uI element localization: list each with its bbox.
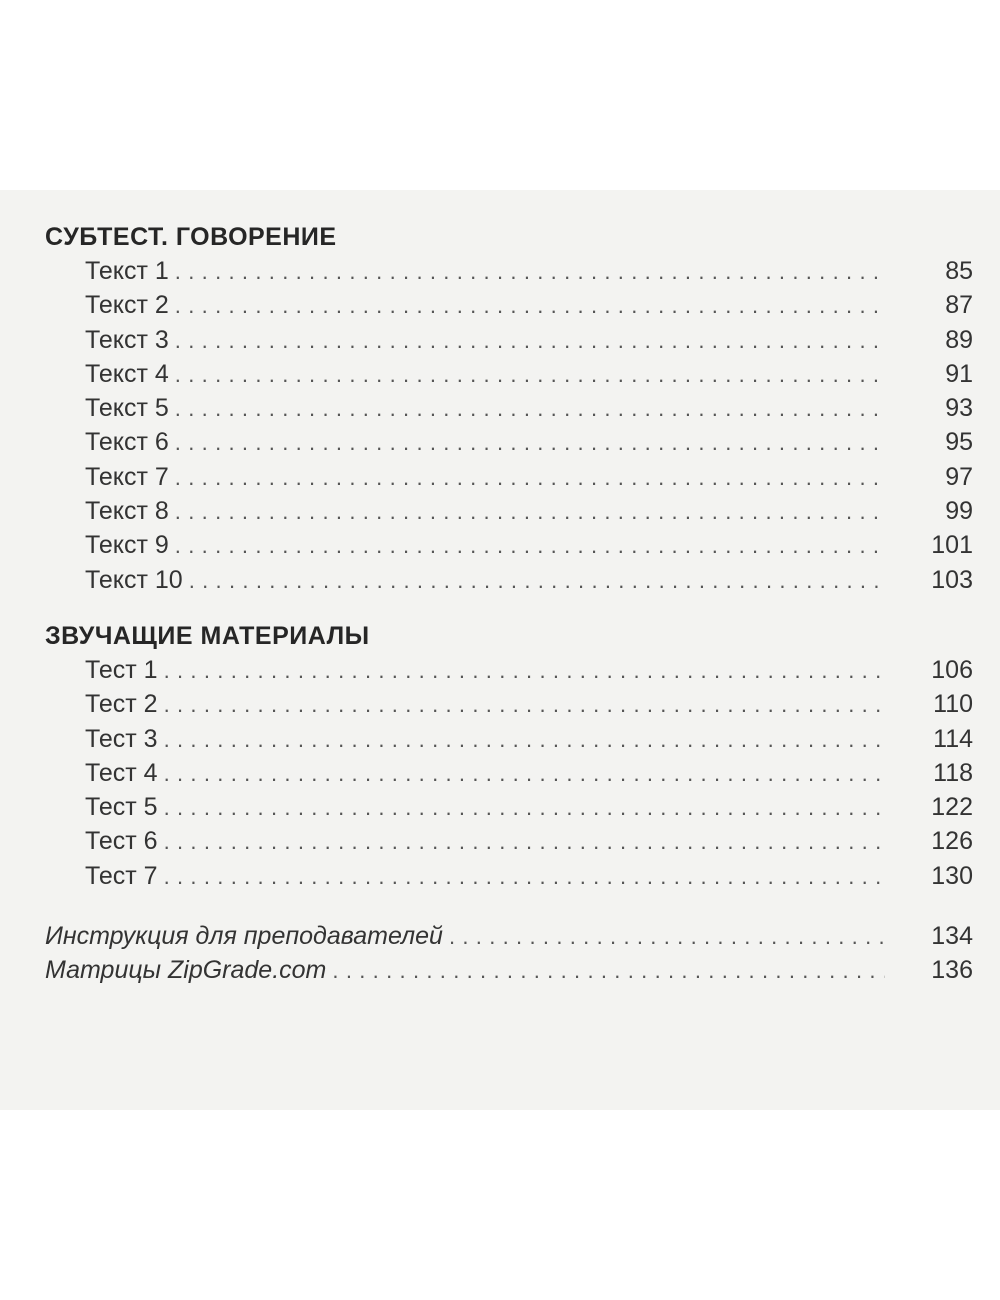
toc-entry[interactable]	[45, 824, 975, 858]
dot-leader	[175, 461, 885, 495]
dot-leader	[164, 723, 885, 757]
dot-leader	[175, 289, 885, 323]
dot-leader	[175, 324, 885, 358]
toc-entry[interactable]	[45, 528, 975, 562]
page-number: 93	[945, 394, 973, 423]
page-number: 126	[931, 827, 973, 856]
entry-label: Текст 7	[85, 462, 169, 491]
dot-leader	[164, 757, 885, 791]
dot-leader	[189, 564, 885, 598]
toc-entry[interactable]	[45, 357, 975, 391]
entry-label: Текст 6	[85, 428, 169, 457]
entry-label: Тест 4	[85, 758, 158, 787]
entry-label: Текст 9	[85, 531, 169, 560]
book-page	[0, 190, 1000, 1110]
toc-entry[interactable]	[45, 425, 975, 459]
dot-leader	[175, 426, 885, 460]
toc-entry[interactable]	[45, 391, 975, 425]
toc-entry-teacher-instructions[interactable]	[45, 919, 975, 953]
page-number: 106	[931, 655, 973, 684]
dot-leader	[175, 529, 885, 563]
dot-leader	[175, 255, 885, 289]
page-number: 130	[931, 861, 973, 890]
page-number: 134	[931, 922, 973, 951]
toc-entry-zipgrade-matrices[interactable]	[45, 953, 975, 987]
toc-entry[interactable]	[45, 653, 975, 687]
section-title-audio-materials: ЗВУЧАЩИЕ МАТЕРИАЛЫ	[45, 621, 370, 650]
page-number: 91	[945, 359, 973, 388]
page-number: 95	[945, 428, 973, 457]
page-number: 136	[931, 956, 973, 985]
toc-entry[interactable]	[45, 687, 975, 721]
entry-label: Текст 10	[85, 565, 183, 594]
entry-label: Текст 8	[85, 497, 169, 526]
entry-label: Тест 1	[85, 655, 158, 684]
toc-entry[interactable]	[45, 494, 975, 528]
entry-label: Тест 2	[85, 690, 158, 719]
dot-leader	[175, 358, 885, 392]
page-number: 114	[933, 724, 973, 753]
dot-leader	[332, 954, 885, 988]
entry-label: Текст 3	[85, 325, 169, 354]
page-number: 103	[931, 565, 973, 594]
page-number: 89	[945, 325, 973, 354]
page-number: 85	[945, 257, 973, 285]
table-of-contents	[45, 220, 975, 988]
toc-entry[interactable]	[45, 722, 975, 756]
page-number: 97	[945, 462, 973, 491]
entry-label: Текст 5	[85, 394, 169, 423]
toc-entry[interactable]	[45, 323, 975, 357]
dot-leader	[175, 495, 885, 529]
entry-label: Тест 5	[85, 793, 158, 822]
dot-leader	[164, 791, 885, 825]
section-title-speaking: СУБТЕСТ. ГОВОРЕНИЕ	[45, 223, 337, 251]
entry-label: Текст 1	[85, 257, 169, 285]
entry-label: Инструкция для преподавателей	[45, 922, 443, 951]
entry-label: Текст 2	[85, 291, 169, 320]
dot-leader	[175, 392, 885, 426]
page-number: 101	[931, 531, 973, 560]
toc-entry[interactable]	[45, 288, 975, 322]
entry-label: Текст 4	[85, 359, 169, 388]
entry-label: Тест 7	[85, 861, 158, 890]
toc-entry[interactable]	[45, 756, 975, 790]
dot-leader	[164, 825, 885, 859]
page-number: 99	[945, 497, 973, 526]
dot-leader	[164, 860, 885, 894]
entry-label: Тест 6	[85, 827, 158, 856]
section-entries-audio-materials	[45, 653, 975, 893]
dot-leader	[449, 920, 885, 954]
page-number: 87	[945, 291, 973, 320]
dot-leader	[164, 688, 885, 722]
page-number: 122	[931, 793, 973, 822]
entry-label: Тест 3	[85, 724, 158, 753]
section-entries-speaking	[45, 254, 975, 597]
toc-entry[interactable]	[45, 254, 975, 288]
toc-entry[interactable]	[45, 563, 975, 597]
appendix-entries	[45, 919, 975, 988]
dot-leader	[164, 654, 885, 688]
toc-entry[interactable]	[45, 790, 975, 824]
toc-entry[interactable]	[45, 460, 975, 494]
page-number: 118	[933, 758, 973, 787]
entry-label: Матрицы ZipGrade.com	[45, 956, 327, 985]
page-number: 110	[933, 690, 973, 719]
toc-entry[interactable]	[45, 859, 975, 893]
